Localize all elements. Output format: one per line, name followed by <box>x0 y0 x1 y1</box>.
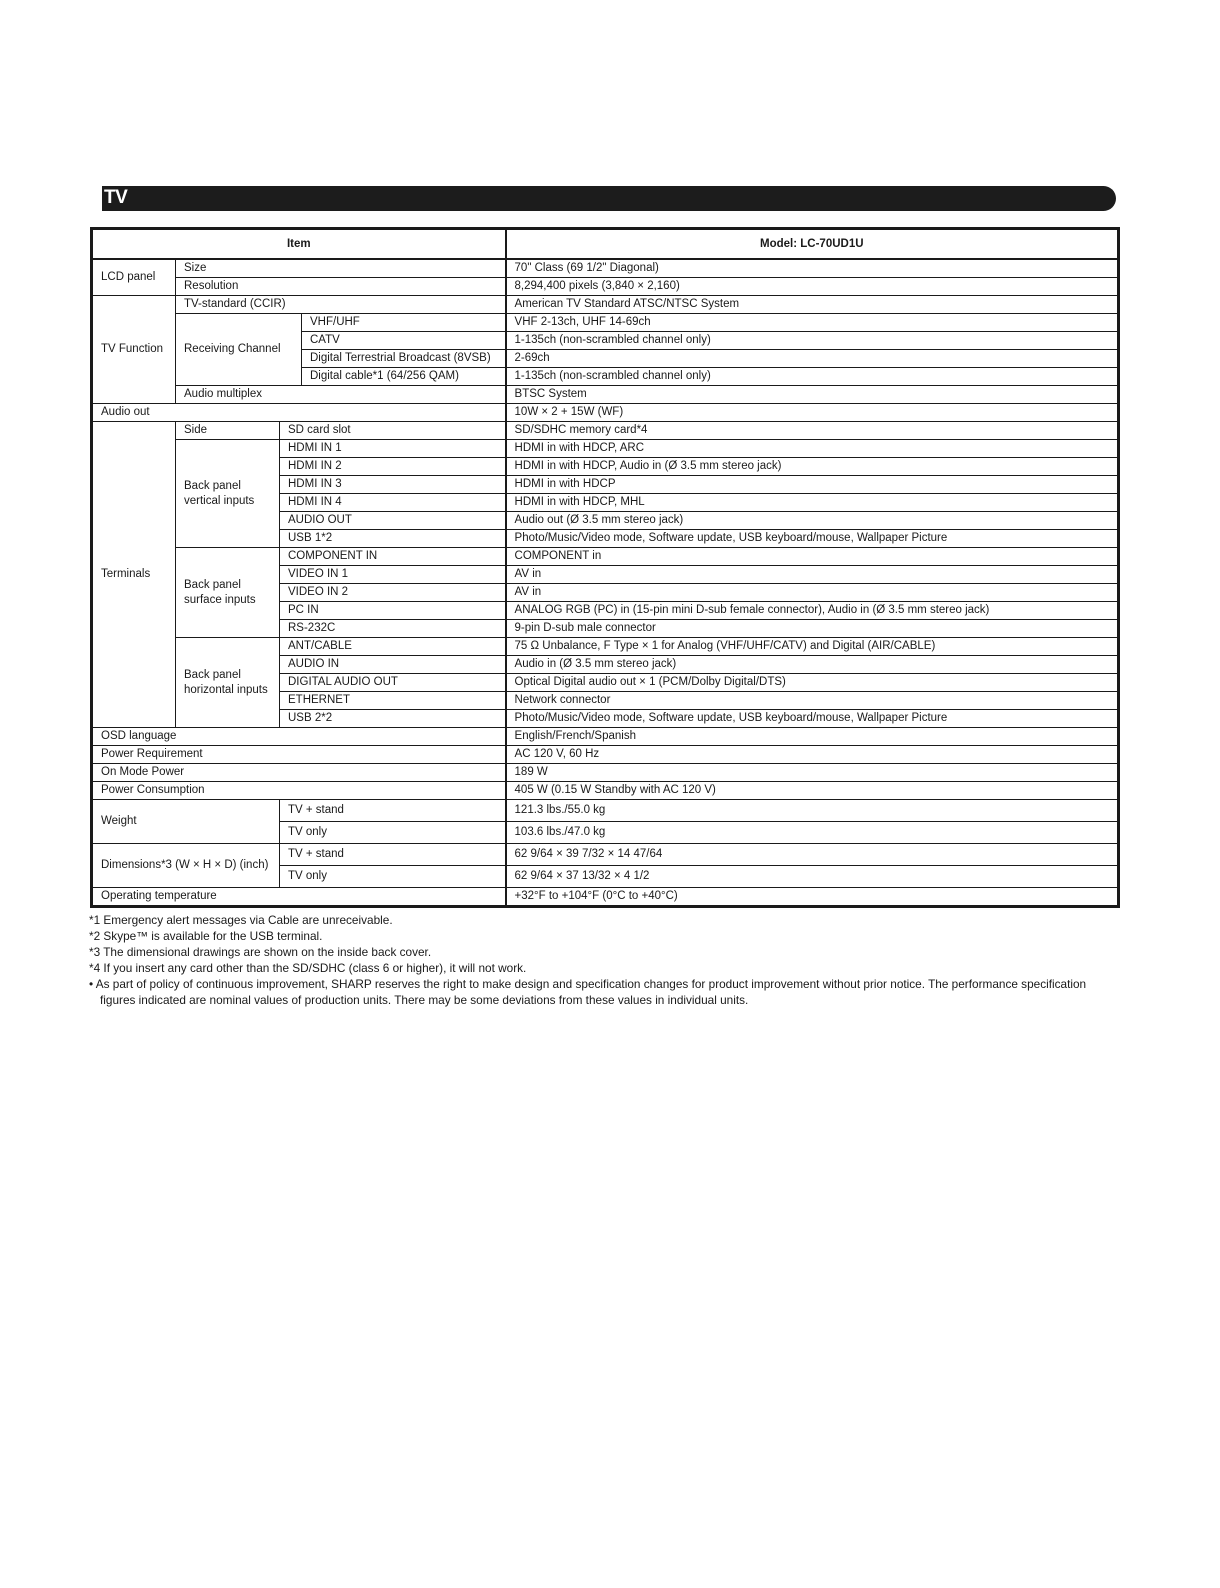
row-value: 9-pin D-sub male connector <box>506 620 1119 638</box>
row-label: AUDIO OUT <box>280 512 506 530</box>
table-row <box>92 764 1119 782</box>
row-value: HDMI in with HDCP, MHL <box>506 494 1119 512</box>
row-label: VHF/UHF <box>302 314 506 332</box>
table-row <box>92 844 1119 866</box>
row-label: USB 2*2 <box>280 710 506 728</box>
row-label: TV + stand <box>280 800 506 822</box>
table-row <box>92 746 1119 764</box>
table-row <box>92 638 1119 656</box>
footnote-4: *4 If you insert any card other than the SD/SDHC (class 6 or higher), it will not work. <box>89 961 527 975</box>
row-label: PC IN <box>280 602 506 620</box>
row-label: HDMI IN 3 <box>280 476 506 494</box>
row-value: HDMI in with HDCP, Audio in (Ø 3.5 mm stereo jack) <box>506 458 1119 476</box>
row-label: ETHERNET <box>280 692 506 710</box>
row-value: COMPONENT in <box>506 548 1119 566</box>
table-row <box>92 888 1119 907</box>
row-value: 405 W (0.15 W Standby with AC 120 V) <box>506 782 1119 800</box>
table-row <box>92 782 1119 800</box>
footnote-3: *3 The dimensional drawings are shown on the inside back cover. <box>89 945 432 959</box>
row-label: AUDIO IN <box>280 656 506 674</box>
row-value: HDMI in with HDCP, ARC <box>506 440 1119 458</box>
row-value: AV in <box>506 566 1119 584</box>
row-label: Audio out <box>92 404 506 422</box>
subgroup-back-surface: Back panel surface inputs <box>176 548 280 638</box>
group-tv-function: TV Function <box>92 296 176 404</box>
row-value: Network connector <box>506 692 1119 710</box>
table-row <box>92 278 1119 296</box>
footnote-1: *1 Emergency alert messages via Cable are unreceivable. <box>89 913 393 927</box>
header-item: Item <box>92 229 506 260</box>
row-label: Operating temperature <box>92 888 506 907</box>
row-label: Digital Terrestrial Broadcast (8VSB) <box>302 350 506 368</box>
row-label: TV + stand <box>280 844 506 866</box>
specifications-table <box>90 227 1120 908</box>
row-value: 62 9/64 × 37 13/32 × 4 1/2 <box>506 866 1119 888</box>
row-label: VIDEO IN 1 <box>280 566 506 584</box>
group-weight: Weight <box>92 800 280 844</box>
row-value: Audio in (Ø 3.5 mm stereo jack) <box>506 656 1119 674</box>
table-row <box>92 440 1119 458</box>
table-row <box>92 314 1119 332</box>
subgroup-back-horizontal: Back panel horizontal inputs <box>176 638 280 728</box>
row-label: DIGITAL AUDIO OUT <box>280 674 506 692</box>
group-dimensions: Dimensions*3 (W × H × D) (inch) <box>92 844 280 888</box>
row-value: American TV Standard ATSC/NTSC System <box>506 296 1119 314</box>
row-value: SD/SDHC memory card*4 <box>506 422 1119 440</box>
row-value: 8,294,400 pixels (3,840 × 2,160) <box>506 278 1119 296</box>
group-lcd-panel: LCD panel <box>92 259 176 296</box>
row-label: HDMI IN 4 <box>280 494 506 512</box>
row-value: Photo/Music/Video mode, Software update, USB keyboard/mouse, Wallpaper Picture <box>506 710 1119 728</box>
row-label: HDMI IN 1 <box>280 440 506 458</box>
row-label: On Mode Power <box>92 764 506 782</box>
row-label: SD card slot <box>280 422 506 440</box>
table-row <box>92 259 1119 278</box>
row-value: 62 9/64 × 39 7/32 × 14 47/64 <box>506 844 1119 866</box>
subgroup-back-vertical: Back panel vertical inputs <box>176 440 280 548</box>
table-header-row <box>92 229 1119 260</box>
row-value: Audio out (Ø 3.5 mm stereo jack) <box>506 512 1119 530</box>
row-value: AC 120 V, 60 Hz <box>506 746 1119 764</box>
row-label: ANT/CABLE <box>280 638 506 656</box>
row-label: RS-232C <box>280 620 506 638</box>
subgroup-side: Side <box>176 422 280 440</box>
row-value: 70" Class (69 1/2" Diagonal) <box>506 259 1119 278</box>
table-row <box>92 800 1119 822</box>
row-label: COMPONENT IN <box>280 548 506 566</box>
row-label: Size <box>176 259 506 278</box>
row-label: Digital cable*1 (64/256 QAM) <box>302 368 506 386</box>
section-title-bar <box>102 186 1116 211</box>
row-label: USB 1*2 <box>280 530 506 548</box>
row-value: Photo/Music/Video mode, Software update, USB keyboard/mouse, Wallpaper Picture <box>506 530 1119 548</box>
table-row <box>92 404 1119 422</box>
table-row <box>92 422 1119 440</box>
row-value: HDMI in with HDCP <box>506 476 1119 494</box>
row-label: TV only <box>280 822 506 844</box>
row-value: ANALOG RGB (PC) in (15-pin mini D-sub female connector), Audio in (Ø 3.5 mm stereo jack) <box>506 602 1119 620</box>
row-value: 75 Ω Unbalance, F Type × 1 for Analog (VHF/UHF/CATV) and Digital (AIR/CABLE) <box>506 638 1119 656</box>
row-value: 10W × 2 + 15W (WF) <box>506 404 1119 422</box>
table-row <box>92 548 1119 566</box>
group-terminals: Terminals <box>92 422 176 728</box>
row-label: CATV <box>302 332 506 350</box>
row-label: HDMI IN 2 <box>280 458 506 476</box>
section-title: TV <box>104 187 128 208</box>
header-model: Model: LC-70UD1U <box>506 229 1119 260</box>
subgroup-receiving-channel: Receiving Channel <box>176 314 302 386</box>
table-row <box>92 728 1119 746</box>
row-value: English/French/Spanish <box>506 728 1119 746</box>
row-label: Power Consumption <box>92 782 506 800</box>
row-value: VHF 2-13ch, UHF 14-69ch <box>506 314 1119 332</box>
row-label: Resolution <box>176 278 506 296</box>
table-row <box>92 296 1119 314</box>
footnotes <box>89 912 1119 1008</box>
row-label: TV only <box>280 866 506 888</box>
footnote-2: *2 Skype™ is available for the USB terminal. <box>89 929 323 943</box>
row-label: Power Requirement <box>92 746 506 764</box>
row-value: 1-135ch (non-scrambled channel only) <box>506 368 1119 386</box>
row-value: 121.3 lbs./55.0 kg <box>506 800 1119 822</box>
table-row <box>92 386 1119 404</box>
row-label: OSD language <box>92 728 506 746</box>
row-value: Optical Digital audio out × 1 (PCM/Dolby Digital/DTS) <box>506 674 1119 692</box>
row-value: 1-135ch (non-scrambled channel only) <box>506 332 1119 350</box>
policy-note: • As part of policy of continuous improvement, SHARP reserves the right to make design and specification changes for product improvement without prior notice. The performance specification figures indicated are nominal values of production units. There may be some deviations from these values in individual units. <box>89 977 1087 1007</box>
row-value: BTSC System <box>506 386 1119 404</box>
row-value: 2-69ch <box>506 350 1119 368</box>
row-label: VIDEO IN 2 <box>280 584 506 602</box>
row-value: +32°F to +104°F (0°C to +40°C) <box>506 888 1119 907</box>
row-value: 103.6 lbs./47.0 kg <box>506 822 1119 844</box>
row-value: AV in <box>506 584 1119 602</box>
row-label: TV-standard (CCIR) <box>176 296 506 314</box>
row-label: Audio multiplex <box>176 386 506 404</box>
row-value: 189 W <box>506 764 1119 782</box>
